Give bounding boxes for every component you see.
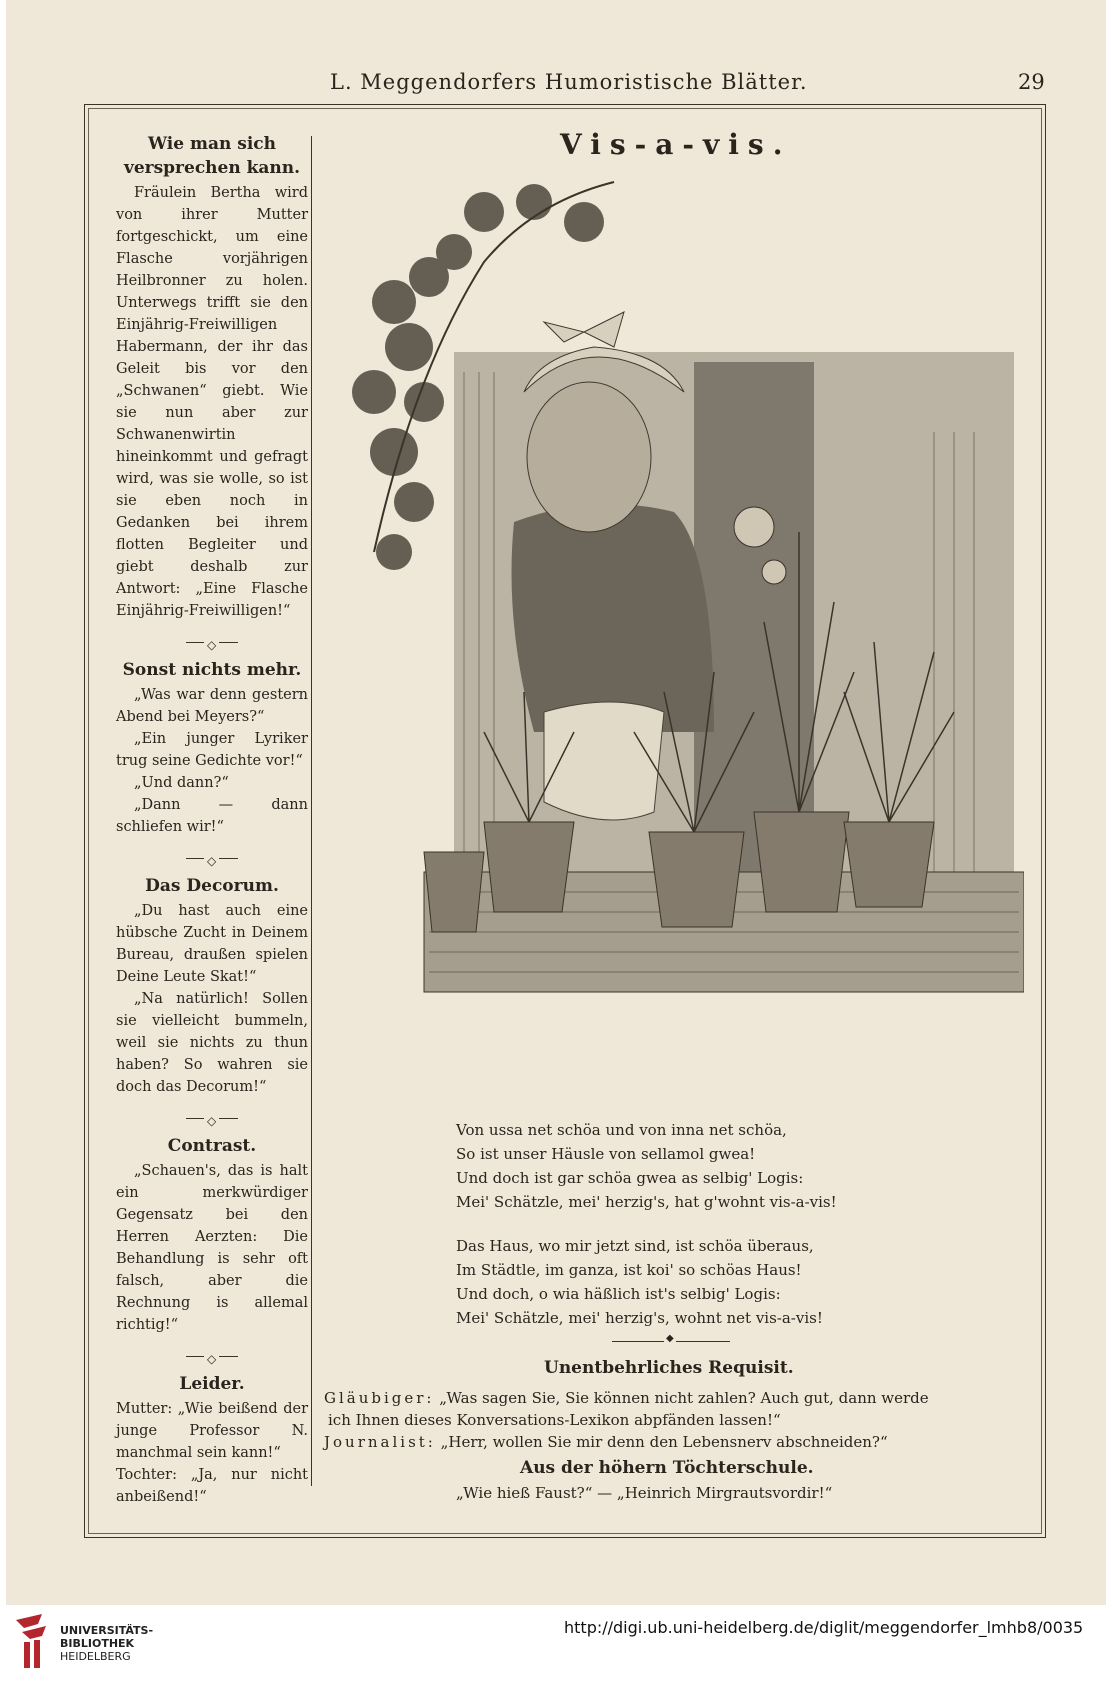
section-title-sonst-nichts: Sonst nichts mehr. bbox=[122, 660, 302, 680]
poem bbox=[456, 1118, 1016, 1350]
dialog-line: „Herr, wollen Sie mir denn den Lebensnerv abschneiden?“ bbox=[440, 1433, 888, 1451]
poem-line: Im Städtle, im ganza, ist koi' so schöas Haus! bbox=[456, 1261, 802, 1279]
flower-pot bbox=[484, 822, 574, 912]
column-divider bbox=[311, 136, 312, 1486]
poem-line: Mei' Schätzle, mei' herzig's, wohnt net vis-a-vis! bbox=[456, 1309, 823, 1327]
speaker-label: Gläubiger: bbox=[324, 1389, 435, 1407]
library-logo-icon bbox=[12, 1612, 54, 1672]
source-url[interactable]: http://digi.ub.uni-heidelberg.de/diglit/meggendorfer_lmhb8/0035 bbox=[564, 1618, 1084, 1637]
dialog-line: Tochter: „Ja, nur nicht anbeißend!“ bbox=[116, 1467, 308, 1505]
illustration-title: Vis-a-vis. bbox=[560, 128, 792, 161]
dialog-line: „Ein junger Lyriker trug seine Gedichte vor!“ bbox=[116, 731, 308, 769]
running-header bbox=[0, 70, 1100, 98]
illustration bbox=[334, 172, 1024, 1102]
dialog-line: „Na natürlich! Sollen sie vielleicht bummeln, weil sie nichts zu thun haben? So wahren sie doch das Decorum!“ bbox=[116, 991, 308, 1095]
flower-pot bbox=[649, 832, 744, 927]
header-title: L. Meggendorfers Humoristische Blätter. bbox=[330, 70, 808, 94]
separator bbox=[116, 628, 308, 650]
speaker-label: Journalist: bbox=[324, 1433, 436, 1451]
section-text-versprechen: Fräulein Bertha wird von ihrer Mutter fortgeschickt, um eine Flasche vorjährigen Heilbronner zu holen. Unterwegs trifft sie den Einjährig-Freiwilligen Habermann, der ihr das Geleit bis vor den „Schwanen“ giebt. Wie sie nun aber zur Schwanenwirtin hineinkommt und gefragt wird, was sie wolle, so ist sie eben noch in Gedanken bei ihrem flotten Begleiter und giebt deshalb zur Antwort: „Eine Flasche Einjährig-Freiwilligen!“ bbox=[116, 185, 308, 619]
section-title-decorum: Das Decorum. bbox=[145, 876, 279, 896]
library-name: UNIVERSITÄTS- BIBLIOTHEK HEIDELBERG bbox=[60, 1624, 154, 1663]
separator bbox=[116, 1104, 308, 1126]
section-text-contrast: „Schauen's, das is halt ein merkwürdiger Gegensatz bei den Herren Aerzten: Die Behandlung is sehr oft falsch, aber die Rechnung is allemal richtig!“ bbox=[116, 1163, 308, 1333]
footer-bar bbox=[0, 1605, 1112, 1683]
poem-line: Und doch, o wia häßlich ist's selbig' Logis: bbox=[456, 1285, 781, 1303]
dialog-line: „Du hast auch eine hübsche Zucht in Deinem Bureau, draußen spielen Deine Leute Skat!“ bbox=[116, 903, 308, 985]
poem-line: So ist unser Häusle von sellamol gwea! bbox=[456, 1145, 756, 1163]
headscarf-bow bbox=[544, 312, 624, 347]
separator bbox=[116, 844, 308, 866]
poem-stanza bbox=[456, 1234, 1016, 1330]
section-title-toechterschule: Aus der höhern Töchterschule. bbox=[520, 1458, 814, 1478]
dialog-line: „Wie hieß Faust?“ — „Heinrich Mirgrautsvordir!“ bbox=[456, 1484, 833, 1502]
section-title-requisit: Unentbehrliches Requisit. bbox=[544, 1358, 794, 1378]
flower-pot bbox=[754, 812, 849, 912]
flower-pot bbox=[844, 822, 934, 907]
dialog-line: „Was war denn gestern Abend bei Meyers?“ bbox=[116, 687, 308, 725]
girl-face bbox=[527, 382, 651, 532]
dialog-line: „Und dann?“ bbox=[134, 775, 229, 791]
section-title-leider: Leider. bbox=[179, 1374, 245, 1394]
left-column bbox=[116, 132, 308, 1508]
flower-pot bbox=[424, 852, 484, 932]
dialog-line: ich Ihnen dieses Konversations-Lexikon abpfänden lassen!“ bbox=[328, 1411, 781, 1429]
separator bbox=[116, 1342, 308, 1364]
page-number: 29 bbox=[1018, 70, 1045, 94]
separator bbox=[612, 1341, 730, 1342]
section-title-contrast: Contrast. bbox=[167, 1136, 257, 1156]
poem-line: Mei' Schätzle, mei' herzig's, hat g'wohnt vis-a-vis! bbox=[456, 1193, 837, 1211]
poem-stanza bbox=[456, 1118, 1016, 1214]
requisit-dialog bbox=[324, 1387, 1024, 1453]
section-title-versprechen: Wie man sich versprechen kann. bbox=[123, 134, 301, 178]
dialog-line: „Dann — dann schliefen wir!“ bbox=[116, 797, 308, 835]
poem-line: Von ussa net schöa und von inna net schöa, bbox=[456, 1121, 787, 1139]
dialog-line: Mutter: „Wie beißend der junge Professor N. manchmal sein kann!“ bbox=[116, 1401, 308, 1461]
poem-line: Und doch ist gar schöa gwea as selbig' Logis: bbox=[456, 1169, 804, 1187]
girl-apron bbox=[544, 702, 664, 820]
poem-line: Das Haus, wo mir jetzt sind, ist schöa überaus, bbox=[456, 1237, 814, 1255]
girl-body bbox=[512, 504, 715, 732]
dialog-line: „Was sagen Sie, Sie können nicht zahlen? Auch gut, dann werde bbox=[439, 1389, 929, 1407]
